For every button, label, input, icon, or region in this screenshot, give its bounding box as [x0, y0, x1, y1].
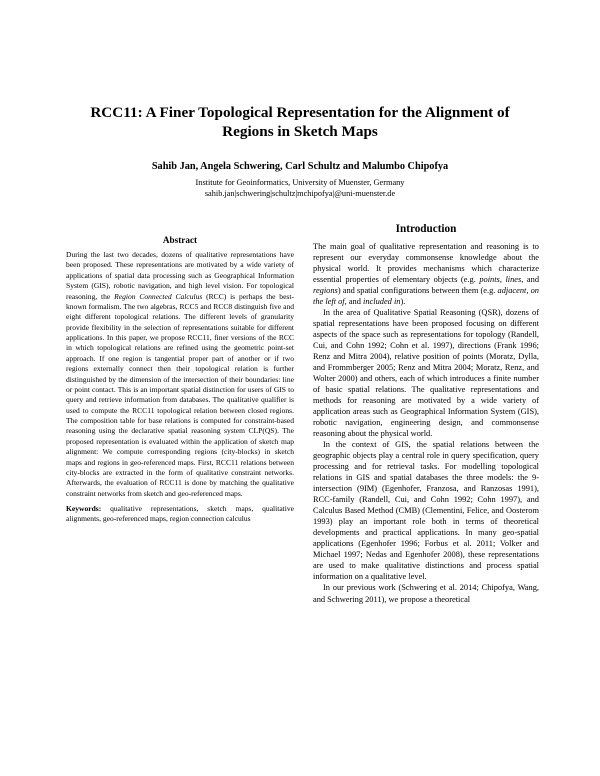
italic-term: lines [505, 275, 522, 285]
abstract-heading: Abstract [162, 235, 198, 245]
title-line-1: RCC11: A Finer Topological Representation for the Alignment of [90, 104, 510, 121]
keywords-paragraph [66, 504, 294, 525]
intro-paragraph-3: In the context of GIS, the spatial relations between the geographic objects play a central role in query specification, query processing and for retrieval tasks. For modelling topological relations in GIS and spatial databases the three models: the 9-intersection (9IM) (Egenhofer, Franzosa, and Ranzosas 1991), RCC-family (Randell, Cui, and Cohn 1992; Cohn 1997), and Calculus Based Method (CMB) (Clementini, Felice, and Oosterom 1993) play an important role both in terms of theoretical developments and practical applications. In many geo-spatial applications (Egenhofer 1996; Forbus et al. 2011; Volker and Michael 1997; Nedas and Egenhofer 2008), these representations are used to make qualitative distinctions and process spatial information on a qualitative level. [313, 440, 539, 582]
italic-term: included in [363, 297, 401, 307]
text-run: , and [521, 275, 540, 285]
abstract-italic-term: Region Connected Calculus [114, 291, 203, 301]
keywords-text: qualitative representations, sketch maps, qualitative alignments, geo-referenced maps, region connection calculus [66, 504, 294, 524]
abstract-text-part: (RCC) is perhaps the best-known formalism. The two algebras, RCC5 and RCC8 distinguish five and eight different topological relations. The different levels of granularity provide flexibility in the selection of representations suitable for different applications. In this paper, we propose RCC11, finer versions of the RCC in which topological relations are refined using the geometric point-set approach. If one region is tangential proper part of another or if two regions externally connect then their topological relation is further distinguished by the dimension of the intersection of their boundaries: line or point contact. This is an important spatial distinction for users of GIS to query and retrieve information from databases. The qualitative qualifier is used to compute the RCC11 topological relation between closed regions. The composition table for base relations is computed for constraint-based reasoning using the declarative spatial reasoning system CLP(QS). The proposed representation is evaluated within the application of sketch map alignment: We compute corresponding regions (city-blocks) in sketch maps and regions in geo-referenced maps. First, RCC11 relations between city-blocks are extracted in the form of qualitative constraint networks. Afterwards, the evaluation of RCC11 is done by matching the qualitative constraint networks from sketch and geo-referenced maps. [66, 291, 294, 498]
email-addresses: sahib.jan|schwering|schultz|mchipofya|@uni-muenster.de [204, 188, 396, 198]
left-column [66, 234, 294, 525]
italic-term: points [479, 275, 500, 285]
title-line-2: Regions in Sketch Maps [222, 123, 378, 140]
text-run: ) and spatial configurations between them (e.g. [337, 286, 498, 296]
text-run: ). [400, 297, 406, 307]
author-list: Sahib Jan, Angela Schwering, Carl Schultz and Malumbo Chipofya [151, 161, 449, 172]
text-run: The main goal of qualitative representation and reasoning is to represent our everyday commonsense knowledge about the physical world. It provides mechanisms which characterize essential properties of elementary objects (e.g. [313, 242, 539, 285]
italic-term: regions [313, 286, 338, 296]
text-run: , and [344, 297, 364, 307]
abstract-paragraph [66, 250, 294, 499]
introduction-heading: Introduction [395, 223, 457, 235]
intro-paragraph-2: In the area of Qualitative Spatial Reasoning (QSR), dozens of spatial representations have been proposed focusing on different aspects of the space such as representations for topology (Randell, Cui, and Cohn 1992; Cohn et al. 1997), directions (Frank 1996; Renz and Mitra 2004), relative position of points (Moratz, Dylla, and Frommberger 2005; Renz and Mitra 2004; Moratz, Renz, and Wolter 2000) and others, each of which introduces a finite number of basic spatial relations. The qualitative representations and methods for reasoning are motivated by a wide variety of application areas such as Geographical Information System (GIS), robotic navigation, engineering design, and commonsense reasoning about the physical world. [313, 308, 539, 439]
italic-term: adjacent, on the left of [313, 286, 539, 307]
affiliation [40, 178, 560, 199]
text-run: , [499, 275, 506, 285]
intro-paragraph-1 [313, 241, 539, 307]
intro-paragraph-4: In our previous work (Schwering et al. 2014; Chipofya, Wang, and Schwering 2011), we propose a theoretical [313, 583, 539, 604]
paper-title [40, 103, 560, 141]
institute: Institute for Geoinformatics, University of Muenster, Germany [195, 178, 405, 187]
keywords-label: Keywords: [66, 504, 102, 513]
abstract-text-part: During the last two decades, dozens of qualitative representations have been proposed. These representations are motivated by a wide variety of applications of spatial data processing such as Geographical Information System (GIS), robotic navigation, and high level vision. For topological reasoning, the [66, 250, 294, 301]
right-column [313, 222, 539, 605]
